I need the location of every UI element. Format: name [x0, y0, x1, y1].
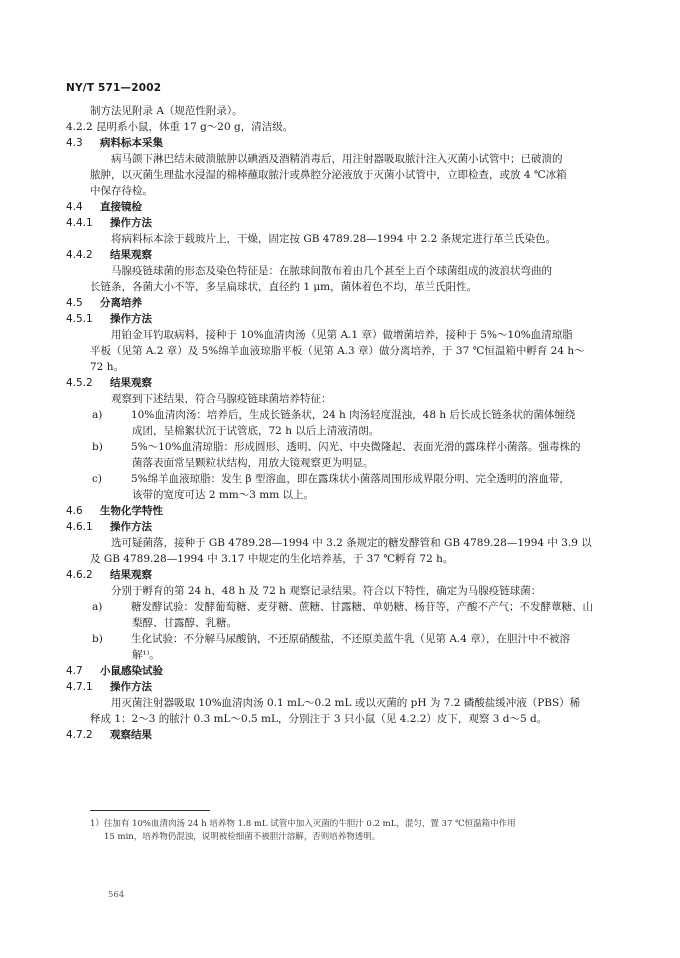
- section-number: 4.3: [66, 137, 83, 149]
- list-item-text: 5%～10%血清琼脂：形成圆形、透明、闪光、中央微隆起、表面光滑的露珠样小菌落。强毒株的: [131, 441, 581, 453]
- footnote-line: 1）往加有 10%血清肉汤 24 h 培养物 1.8 mL 试管中加入灭菌的牛胆汁 0.2 mL，混匀，置 37 ℃恒温箱中作用: [90, 819, 516, 829]
- list-item: [90, 439, 610, 455]
- section-heading: [66, 375, 610, 391]
- paragraph-line: 将病料标本涂于载玻片上，干燥，固定按 GB 4789.28—1994 中 2.2 条规定进行革兰氏染色。: [111, 233, 557, 245]
- section-title: 结果观察: [110, 569, 152, 581]
- paragraph-line: 72 h。: [90, 361, 124, 373]
- list-item: [90, 599, 610, 615]
- paragraph-line: 选可疑菌落，接种于 GB 4789.28—1994 中 3.2 条规定的糖发酵管和 GB 4789.28—1994 中 3.9 以: [111, 537, 592, 549]
- list-item-continuation: 成团，呈棉絮状沉于试管底，72 h 以后上清液清朗。: [132, 425, 380, 437]
- section-title: 小鼠感染试验: [100, 665, 163, 677]
- paragraph-line: 用铂金耳钓取病料，接种于 10%血清肉汤（见第 A.1 章）做增菌培养，接种于 5%～10%血清琼脂: [111, 329, 573, 341]
- section-heading: [66, 311, 610, 327]
- section-number: 4.5.2: [66, 377, 93, 389]
- list-item-continuation: 梨醇、甘露醇、乳糖。: [132, 617, 237, 629]
- section-heading: [66, 567, 610, 583]
- section-title: 分离培养: [100, 297, 142, 309]
- section-heading: [66, 503, 610, 519]
- footnote: [90, 818, 610, 844]
- section-heading: [66, 199, 610, 215]
- list-item: [90, 471, 610, 487]
- paragraph-line: 制方法见附录 A（规范性附录）。: [90, 105, 243, 117]
- section-heading: [66, 519, 610, 535]
- section-title: 结果观察: [110, 249, 152, 261]
- section-heading: [66, 663, 610, 679]
- section-title: 生物化学特性: [100, 505, 163, 517]
- section-number: 4.6: [66, 505, 83, 517]
- list-marker: a): [92, 409, 103, 421]
- list-item-continuation: 该带的宽度可达 2 mm～3 mm 以上。: [132, 489, 315, 501]
- list-item: [90, 407, 610, 423]
- section-number: 4.5: [66, 297, 83, 309]
- section-title: 操作方法: [110, 681, 152, 693]
- list-marker: b): [92, 633, 103, 645]
- list-marker: b): [92, 441, 103, 453]
- section-title: 操作方法: [110, 217, 152, 229]
- section-heading: [66, 135, 610, 151]
- section-number: 4.4.1: [66, 217, 93, 229]
- section-heading: [66, 215, 610, 231]
- section-number: 4.6.1: [66, 521, 93, 533]
- paragraph-line: 平板（见第 A.2 章）及 5%绵羊血液琼脂平板（见第 A.3 章）做分离培养，于 37 ℃恒温箱中孵育 24 h～: [90, 345, 585, 357]
- list-item-text: 10%血清肉汤：培养后，生成长链条状，24 h 肉汤轻度混浊，48 h 后长成长链条状的菌体缠绕: [131, 409, 576, 421]
- section-number: 4.7: [66, 665, 83, 677]
- paragraph-line: 马腺疫链球菌的形态及染色特征是：在脓球间散布着由几个甚至上百个球菌组成的波浪状弯曲的: [111, 265, 552, 277]
- paragraph-line: 中保存待检。: [90, 185, 153, 197]
- paragraph-line: 用灭菌注射器吸取 10%血清肉汤 0.1 mL～0.2 mL 或以灭菌的 pH 为 7.2 磷酸盐缓冲液（PBS）稀: [111, 697, 581, 709]
- section-title: 结果观察: [110, 377, 152, 389]
- list-item-text: 生化试验：不分解马尿酸钠，不还原硝酸盐，不还原美蓝牛乳（见第 A.4 章），在胆汁中不被溶: [131, 633, 571, 645]
- section-title: 操作方法: [110, 521, 152, 533]
- list-item-continuation: 解¹⁾。: [132, 649, 160, 661]
- list-item-continuation: 菌落表面常呈颗粒状结构，用放大镜观察更为明显。: [132, 457, 374, 469]
- section-title: 直接镜检: [100, 201, 142, 213]
- section-number: 4.7.2: [66, 729, 93, 741]
- section-heading: [66, 247, 610, 263]
- list-item-text: 糖发酵试验：发酵葡萄糖、麦芽糖、蔗糖、甘露糖、单奶糖、杨苷等，产酸不产气；不发酵蕈糖、山: [131, 601, 593, 613]
- list-marker: c): [92, 473, 102, 485]
- paragraph-line: 观察到下述结果，符合马腺疫链球菌培养特征：: [111, 393, 332, 405]
- section-number: 4.7.1: [66, 681, 93, 693]
- section-heading: [66, 679, 610, 695]
- paragraph-line: 病马颌下淋巴结未破溃脓肿以碘酒及酒精消毒后，用注射器吸取脓汁注入灭菌小试管中；已破溃的: [111, 153, 563, 165]
- section-number: 4.4: [66, 201, 83, 213]
- paragraph-line: 脓肿，以灭菌生理盐水浸湿的棉棒蘸取脓汁或鼻腔分泌液放于灭菌小试管中，立即检查，或放 4 ℃冰箱: [90, 169, 567, 181]
- list-marker: a): [92, 601, 103, 613]
- section-number: 4.5.1: [66, 313, 93, 325]
- section-title: 操作方法: [110, 313, 152, 325]
- section-heading: [66, 727, 610, 743]
- section-number: 4.4.2: [66, 249, 93, 261]
- page-number: 564: [108, 890, 125, 900]
- list-item-text: 5%绵羊血液琼脂：发生 β 型溶血，即在露珠状小菌落周围形成界限分明、完全透明的溶血带，: [131, 473, 570, 485]
- body-text: [66, 103, 610, 743]
- list-item: [90, 631, 610, 647]
- section-number: 4.6.2: [66, 569, 93, 581]
- paragraph-line: 分别于孵育的第 24 h、48 h 及 72 h 观察记录结果。符合以下特性，确定为马腺疫链球菌：: [111, 585, 542, 597]
- section-title: 病料标本采集: [100, 137, 163, 149]
- section-heading: [66, 295, 610, 311]
- paragraph-line: 4.2.2 昆明系小鼠，体重 17 g～20 g，清洁级。: [66, 121, 294, 133]
- paragraph-line: 长链条，各菌大小不等，多呈扁球状，直径约 1 μm，菌体着色不均，革兰氏阳性。: [90, 281, 478, 293]
- standard-number: NY/T 571—2002: [66, 82, 162, 94]
- paragraph-line: 及 GB 4789.28—1994 中 3.17 中规定的生化培养基，于 37 ℃孵育 72 h。: [90, 553, 454, 565]
- footnote-rule: [90, 810, 210, 811]
- section-title: 观察结果: [110, 729, 152, 741]
- footnote-line: 15 min，培养物仍混浊，说明被检细菌不被胆汁溶解，否则培养物透明。: [104, 832, 381, 842]
- paragraph-line: 释成 1：2～3 的脓汁 0.3 mL～0.5 mL，分别注于 3 只小鼠（见 4.2.2）皮下，观察 3 d～5 d。: [90, 713, 548, 725]
